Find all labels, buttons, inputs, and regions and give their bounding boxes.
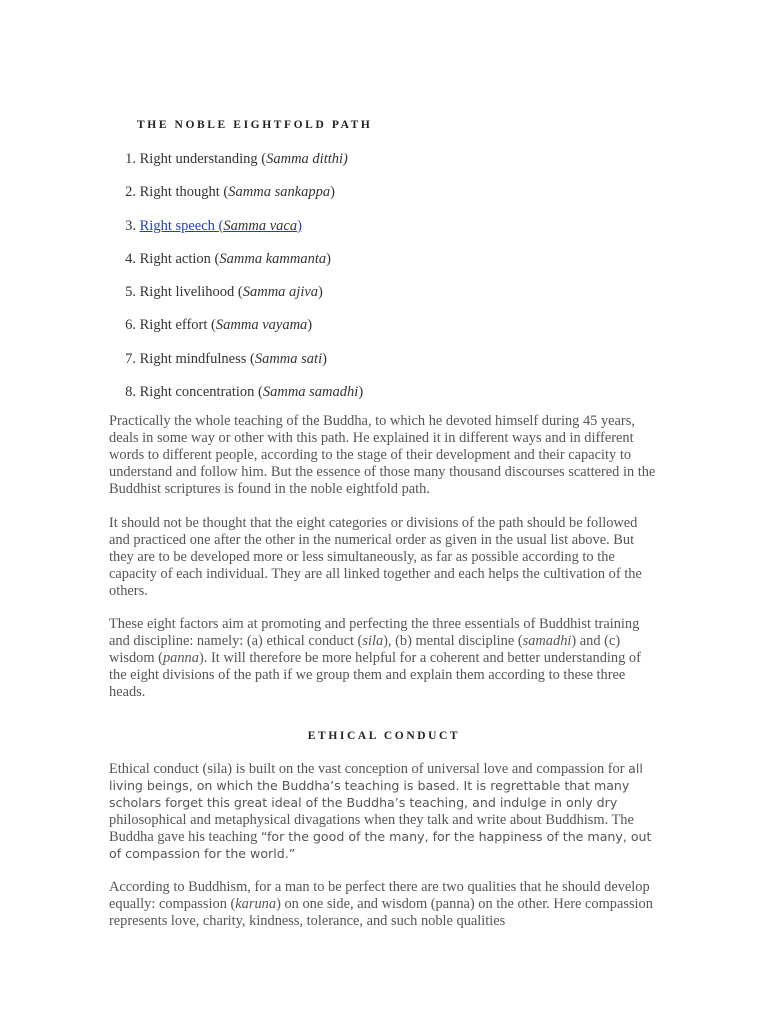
list-item: 4. Right action (Samma kammanta) [109, 250, 659, 268]
paragraph-intro: Practically the whole teaching of the Buddha, to which he devoted himself during 45 years, deals in some way or other with this path. He explained it in different ways and in different words to different people, according to the stage of their development and their capacity to understand and follow him. But the essence of those many thousand discourses scattered in the Buddhist scriptures is found in the noble eightfold path. [109, 413, 656, 497]
paragraph-three-essentials: These eight factors aim at promoting and perfecting the three essentials of Buddhist training and discipline: namely: (a) ethical conduct (sila), (b) mental discipline (samadhi) and (c) wisdom (panna). It will therefore be more helpful for a coherent and better understanding of the eight divisions of the path if we group them and explain them according to these three heads. [109, 616, 641, 701]
list-item-number: 6. [125, 317, 136, 334]
list-item-pali: Samma samadhi [262, 384, 359, 401]
list-item-pali: Samma kammanta [219, 250, 327, 267]
document-page [109, 118, 659, 930]
page-title: THE NOBLE EIGHTFOLD PATH [137, 119, 373, 131]
list-item-label: Right thought ( [139, 184, 229, 201]
list-item: 8. Right concentration (Samma samadhi) [109, 383, 659, 401]
list-item-number: 7. [125, 350, 136, 367]
list-item-label: Right concentration ( [139, 384, 263, 401]
list-item-number: 1. [125, 151, 136, 167]
paragraph-ethical-conduct: Ethical conduct (sila) is built on the vast conception of universal love and compassion for all living beings, on which the Buddha’s teaching is based. It is regrettable that many scholars forget this great ideal of the Buddha’s teaching, and indulge in only dry philosophical and metaphysical divagations when they talk and write about Buddhism. The Buddha gave his teaching “for the good of the many, for the happiness of the many, out of compassion for the world.” [109, 760, 652, 861]
list-item: 5. Right livelihood (Samma ajiva) [109, 283, 659, 301]
section-title-ethical-conduct: ETHICAL CONDUCT [307, 729, 461, 742]
list-item-number: 2. [125, 184, 136, 201]
list-item [109, 150, 659, 168]
list-item-label: Right speech ( [139, 217, 224, 234]
list-item-pali: Samma vaca [223, 217, 298, 234]
list-item-label: Right action ( [139, 250, 220, 267]
list-item-label: Right effort ( [139, 317, 216, 334]
list-item [109, 217, 659, 235]
list-item-label: Right livelihood ( [139, 284, 243, 301]
paragraph-simultaneous: It should not be thought that the eight categories or divisions of the path should be followed and practiced one after the other in the numerical order as given in the usual list above. But they are to be developed more or less simultaneously, as far as possible according to the capacity of each individual. They are all linked together and each helps the cultivation of the others. [109, 514, 642, 599]
list-item-number: 3. [125, 217, 136, 234]
paragraph-compassion-wisdom: According to Buddhism, for a man to be perfect there are two qualities that he should develop equally: compassion (karuna) on one side, and wisdom (panna) on the other. Here compassion represents love, charity, kindness, tolerance, and such noble qualities [109, 879, 653, 930]
list-item-pali: Samma ajiva [242, 284, 319, 301]
list-item-label: Right understanding ( [139, 151, 267, 167]
list-item-pali: Samma sankappa [228, 184, 331, 201]
eightfold-path-list [109, 150, 659, 401]
list-item-pali: Samma sati [254, 350, 323, 367]
list-item-number: 5. [125, 284, 136, 301]
list-item-number: 8. [125, 384, 136, 401]
list-item: 6. Right effort (Samma vayama) [109, 316, 659, 334]
list-item-number: 4. [125, 250, 136, 267]
right-speech-link[interactable]: Right speech (Samma vaca) [139, 217, 302, 234]
list-item-label: Right mindfulness ( [139, 350, 255, 367]
list-item: 2. Right thought (Samma sankappa) [109, 183, 659, 201]
list-item: 7. Right mindfulness (Samma sati) [109, 350, 659, 368]
list-item-pali: Samma ditthi) [266, 151, 348, 167]
list-item-pali: Samma vayama [215, 317, 308, 334]
